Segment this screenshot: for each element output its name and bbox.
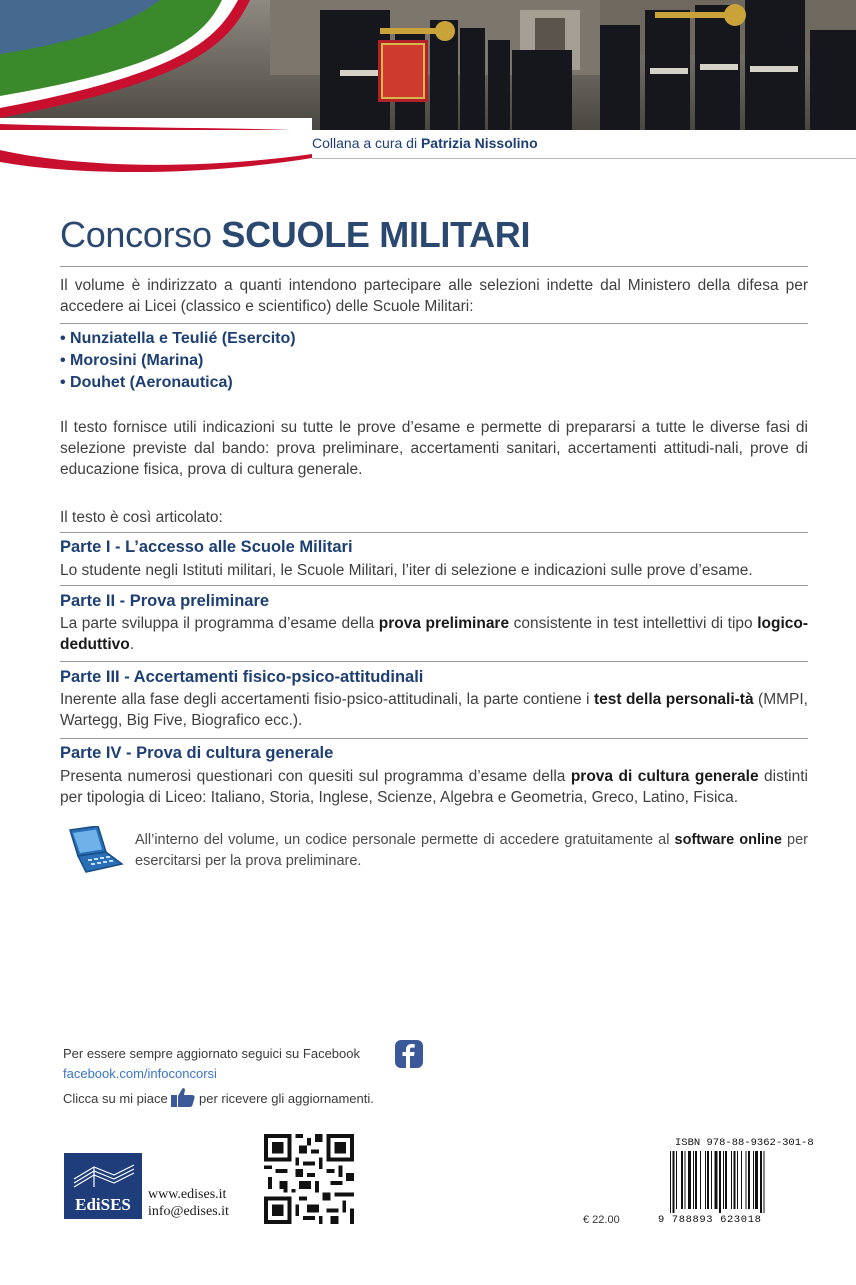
barcode-bar (714, 1151, 717, 1209)
barcode-bar (695, 1151, 697, 1209)
isbn-label: ISBN 978-88-9362-301-8 (675, 1137, 814, 1149)
barcode-bar (737, 1151, 738, 1209)
section-divider (60, 661, 808, 662)
isbn-barcode (668, 1151, 793, 1213)
part-3-body: Inerente alla fase degli accertamenti fisio-psico-attitudinali, la parte contiene i test della personali-tà (MMPI, Wartegg, Big Five, Biografico ecc.). (60, 691, 808, 729)
barcode-bar (672, 1151, 674, 1213)
description-paragraph: Il testo fornisce utili indicazioni su tutte le prove d’esame e permette di prepararsi a tutte le diverse fasi di selezione previste dal bando: prova preliminare, accertamenti sanitari, accertamenti attitudi-nali, prove di educazione fisica, prova di cultura generale. (60, 419, 808, 478)
barcode-bar (705, 1151, 706, 1209)
barcode-bar (681, 1151, 683, 1209)
curator-prefix: Collana a cura di (312, 135, 418, 151)
barcode-bar (719, 1151, 721, 1213)
section-divider (60, 738, 808, 739)
publisher-name: EdiSES (75, 1195, 131, 1214)
section-divider (60, 532, 808, 533)
part-4-body: Presenta numerosi questionari con quesiti sul programma d’esame della prova di cultura generale distinti per tipologia di Liceo: Italiano, Storia, Inglese, Scienze, Algebra e Geometria, Greco, Latino, Fisica. (60, 768, 808, 806)
barcode-bar (764, 1151, 765, 1213)
barcode-bar (723, 1151, 724, 1209)
schools-list (60, 328, 808, 394)
thumbs-up-icon[interactable] (171, 1087, 195, 1107)
barcode-bar (670, 1151, 671, 1213)
barcode-bar (746, 1151, 747, 1209)
laptop-icon (62, 826, 124, 874)
like-instruction: Clicca su mi piace per ricevere gli aggiornamenti. (63, 1087, 374, 1107)
barcode-number: 9 788893 623018 (658, 1214, 762, 1226)
barcode-bar (755, 1151, 758, 1209)
series-curator (312, 135, 538, 151)
facebook-follow-text: Per essere sempre aggiornato seguici su Facebook (63, 1046, 360, 1061)
barcode-bar (711, 1151, 712, 1209)
title-divider (60, 266, 808, 267)
barcode-bar (707, 1151, 709, 1209)
barcode-bar (684, 1151, 685, 1209)
barcode-bar (753, 1151, 754, 1209)
structure-intro: Il testo è così articolato: (60, 509, 223, 526)
part-2-title: Parte II - Prova preliminare (60, 592, 270, 610)
header-banner-photo (0, 0, 856, 130)
publisher-email[interactable]: info@edises.it (148, 1204, 229, 1219)
curator-divider (312, 158, 856, 159)
barcode-bar (700, 1151, 701, 1209)
publisher-website[interactable]: www.edises.it (148, 1187, 227, 1202)
barcode-bar (741, 1151, 742, 1209)
barcode-bar (688, 1151, 691, 1209)
facebook-icon[interactable] (395, 1040, 423, 1068)
barcode-bar (693, 1151, 694, 1209)
part-3-title: Parte III - Accertamenti fisico-psico-attitudinali (60, 668, 424, 686)
part-1-title: Parte I - L’accesso alle Scuole Militari (60, 538, 353, 556)
part-1-body: Lo studente negli Istituti militari, le Scuole Militari, l’iter di selezione e indicazioni sulle prove d’esame. (60, 562, 753, 579)
price: € 22.00 (583, 1214, 620, 1226)
section-divider (60, 585, 808, 586)
list-item: • Morosini (Marina) (60, 352, 204, 369)
barcode-bar (725, 1151, 727, 1209)
page-title (60, 214, 530, 256)
facebook-link[interactable]: facebook.com/infoconcorsi (63, 1066, 217, 1081)
intro-paragraph: Il volume è indirizzato a quanti intendono partecipare alle selezioni indette dal Ministero della difesa per accedere ai Licei (classico e scientifico) delle Scuole Militari: (60, 277, 808, 315)
list-item: • Douhet (Aeronautica) (60, 374, 233, 391)
qr-code[interactable] (260, 1130, 358, 1228)
online-software-note: All’interno del volume, un codice personale permette di accedere gratuitamente al software online per esercitarsi per la prova preliminare. (135, 832, 808, 869)
list-item: • Nunziatella e Teulié (Esercito) (60, 330, 296, 347)
barcode-bar (760, 1151, 762, 1213)
part-2-body: La parte sviluppa il programma d’esame della prova preliminare consistente in test intellettivi di tipo logico-deduttivo. (60, 615, 809, 653)
barcode-bar (734, 1151, 736, 1209)
flag-swoosh (0, 120, 330, 176)
intro-divider (60, 323, 808, 324)
barcode-bar (731, 1151, 732, 1209)
publisher-contacts (148, 1186, 229, 1220)
title-light: Concorso (60, 214, 212, 255)
title-bold: SCUOLE MILITARI (221, 214, 531, 255)
edises-logo (64, 1153, 142, 1219)
part-4-title: Parte IV - Prova di cultura generale (60, 744, 334, 762)
barcode-bar (748, 1151, 750, 1209)
curator-name: Patrizia Nissolino (420, 135, 538, 151)
barcode-bar (676, 1151, 677, 1209)
